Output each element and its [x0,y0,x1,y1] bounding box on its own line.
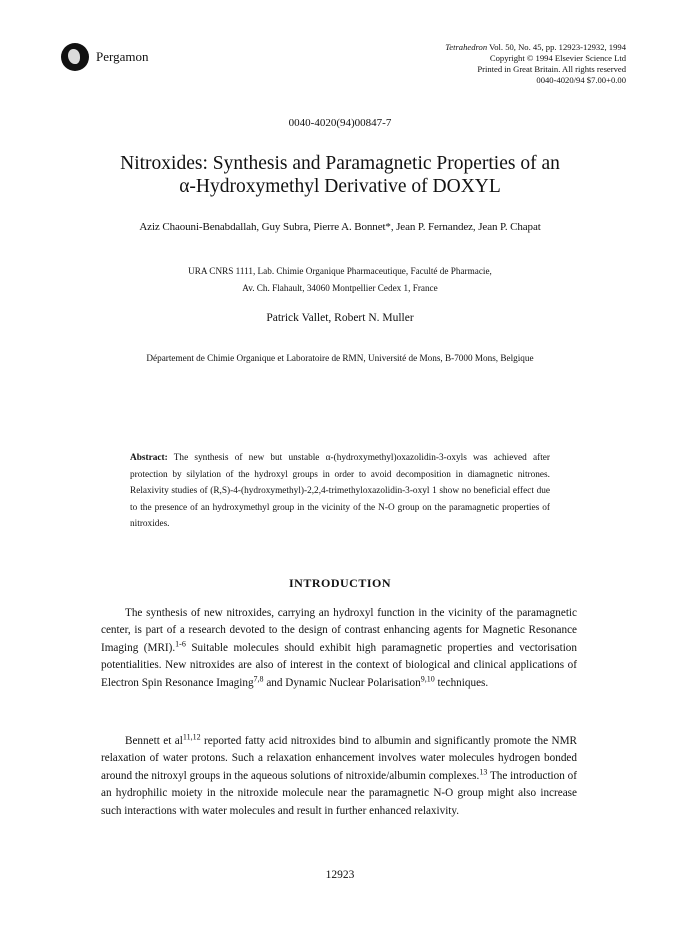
p1-text-b: Suitable molecules should exhibit high paramagnetic properties and vectorisation potentialities. New nitroxides are also of interest in the context of biological and clinical applications of Electron Spin Resonance Imaging [101,641,577,689]
p1-text-d: techniques. [434,676,489,689]
affiliation-1-line-2: Av. Ch. Flahault, 34060 Montpellier Cedex 1, France [242,283,438,293]
doi-code: 0040-4020(94)00847-7 [288,117,392,129]
title-line-1: Nitroxides: Synthesis and Paramagnetic Properties of an [120,153,560,174]
abstract-text: The synthesis of new but unstable α-(hydroxymethyl)oxazolidin-3-oxyls was achieved after protection by silylation of the hydroxyl groups in order to avoid decomposition in diamagnetic nitrones. Relaxivity studies of (R,S)-4-(hydroxymethyl)-2,2,4-trimethyloxazolidin-3-oxyl 1 show no beneficial effect due to the presence of an hydroxymethyl group in the vicinity of the N-O group on the paramagnetic properties of nitroxides. [130,453,550,529]
section-heading-introduction: INTRODUCTION [288,576,391,590]
intro-paragraph-1 [101,605,577,692]
abstract-label: Abstract: [130,453,168,463]
journal-ref: Vol. 50, No. 45, pp. 12923-12932, 1994 [487,42,626,52]
affiliation-2: Département de Chimie Organique et Laboratoire de RMN, Université de Mons, B-7000 Mons, Belgique [146,353,534,363]
page-number: 12923 [325,869,355,881]
citation-ref: 9,10 [420,673,435,683]
citation-ref: 11,12 [182,732,201,742]
pergamon-logo-icon [61,43,89,71]
journal-citation [445,42,626,53]
abstract [130,450,550,533]
issn-line: 0040-4020/94 $7.00+0.00 [536,75,626,85]
p2-text-c: The introduction of an hydrophilic moiety in the nitroxide molecule near the paramagnetic N-O group might also increase such interactions with water molecules and result in further enhanced relaxivity. [101,769,577,817]
author-list-1: Aziz Chaouni-Benabdallah, Guy Subra, Pierre A. Bonnet*, Jean P. Fernandez, Jean P. Chapat [139,221,541,233]
copyright-line: Copyright © 1994 Elsevier Science Ltd [489,53,626,63]
author-list-2: Patrick Vallet, Robert N. Muller [266,312,414,324]
p2-text-a: Bennett et al [125,735,183,747]
p1-text-a: The synthesis of new nitroxides, carrying an hydroxyl function in the vicinity of the paramagnetic center, is part of a research devoted to the design of contrast enhancing agents for Magnetic Resonance Imaging (MRI). [101,607,577,654]
affiliation-1 [0,263,680,297]
title-line-2: α-Hydroxymethyl Derivative of DOXYL [179,176,501,197]
p2-text-b: reported fatty acid nitroxides bind to albumin and significantly promote the NMR relaxation of water protons. Such a relaxation enhancement involves water molecules hydrogen bonded around the nitroxyl groups in the aqueous solutions of nitroxide/albumin complexes. [101,735,577,782]
citation-ref: 13 [479,767,488,777]
affiliation-1-line-1: URA CNRS 1111, Lab. Chimie Organique Pharmaceutique, Faculté de Pharmacie, [188,266,492,276]
publisher-name: Pergamon [96,49,149,64]
intro-paragraph-2 [101,733,577,820]
journal-info [445,42,626,86]
paper-title [0,152,680,198]
journal-name: Tetrahedron [445,42,488,52]
p1-text-c: and Dynamic Nuclear Polarisation [263,676,421,689]
citation-ref: 1-6 [175,639,186,649]
citation-ref: 7,8 [253,673,264,683]
printed-line: Printed in Great Britain. All rights reserved [477,64,626,74]
